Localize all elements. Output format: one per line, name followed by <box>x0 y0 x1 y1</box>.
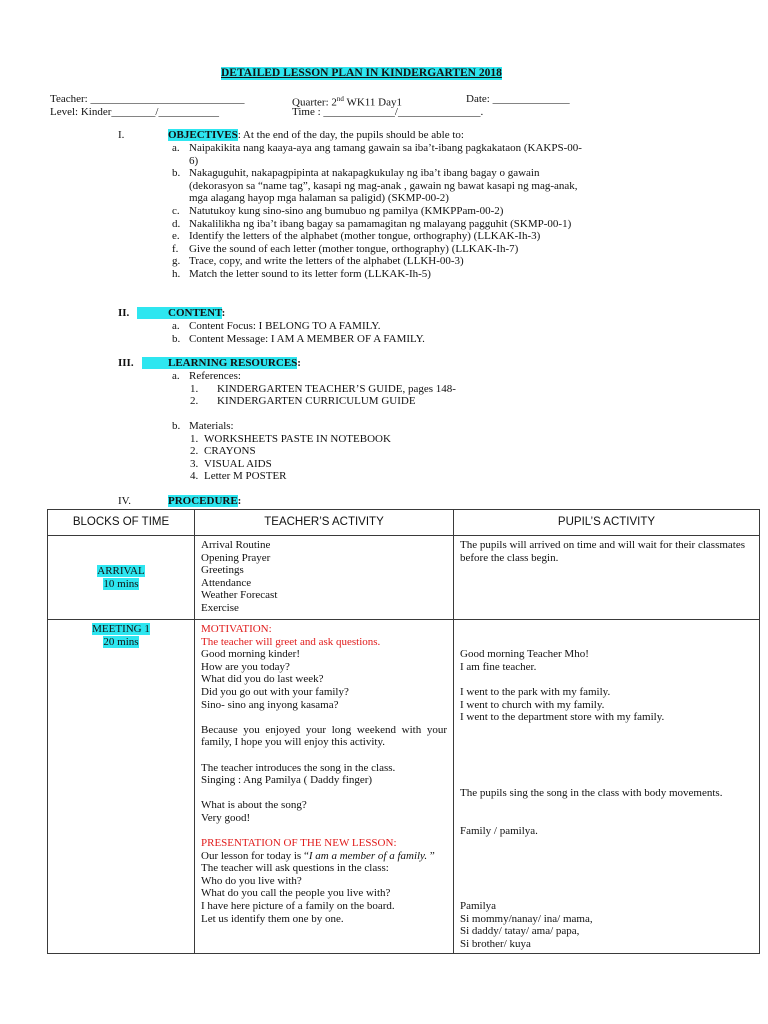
quarter-rest: WK11 Day1 <box>343 96 402 109</box>
list-item: The teacher introduces the song in the class. <box>201 761 396 774</box>
list-item <box>190 470 672 483</box>
spacer <box>201 711 447 724</box>
date-field <box>466 93 570 106</box>
content-list <box>172 320 672 345</box>
quarter-label: Quarter: 2 <box>292 96 337 109</box>
list-item: I went to the department store with my family. <box>460 711 665 724</box>
date-label: Date: <box>466 93 490 105</box>
time-field: Time : _____________/_______________. <box>292 106 484 118</box>
pupil-family-text: Family / pamilya. <box>460 824 538 837</box>
arrival-teacher-cell <box>195 536 454 620</box>
list-item: Attendance <box>201 576 252 589</box>
list-marker: c. <box>172 204 180 217</box>
list-item <box>172 255 682 268</box>
list-item: Pamilya <box>460 900 497 913</box>
resources-colon: : <box>297 357 301 369</box>
header-pupil-activity: PUPIL’S ACTIVITY <box>454 510 760 536</box>
list-item: Si mommy/nanay/ ina/ mama, <box>460 912 593 925</box>
list-item: How are you today? <box>201 660 290 673</box>
list-marker: a. <box>172 142 180 154</box>
content-numeral: II. <box>118 307 130 319</box>
list-marker: 1. <box>190 382 199 395</box>
table-header-row <box>48 510 760 536</box>
list-text: Natutukoy kung sino-sino ang bumubuo ng pamilya (KMKPPam-00-2) <box>189 204 504 217</box>
list-text: (dekorasyon sa “name tag”, kasapi ng mag-anak , gawain ng bawat kasapi ng mag-anak, <box>189 179 578 192</box>
list-item: What did you do last week? <box>201 673 324 686</box>
list-item <box>172 370 672 383</box>
resources-heading-line <box>142 357 301 370</box>
spacer <box>460 762 753 775</box>
list-text: Nakalilikha ng iba’t ibang bagay sa pamamagitan ng malayang pagguhit (SKMP-00-1) <box>189 217 572 230</box>
list-item <box>172 333 672 346</box>
list-item <box>172 218 682 231</box>
list-marker: 1. <box>190 432 199 445</box>
list-marker: a. <box>172 320 180 332</box>
spacer <box>201 749 447 762</box>
meeting-teacher-cell <box>195 620 454 954</box>
spacer <box>460 812 753 825</box>
list-marker: b. <box>172 332 181 345</box>
list-marker: f. <box>172 242 179 255</box>
objectives-intro: : At the end of the day, the pupils should be able to: <box>237 129 464 141</box>
list-marker: 4. <box>190 470 199 483</box>
table-row-arrival <box>48 536 760 620</box>
table-row-meeting <box>48 620 760 954</box>
list-text: Letter M POSTER <box>204 470 287 483</box>
meeting-block-cell <box>48 620 195 954</box>
list-item: I went to church with my family. <box>460 698 605 711</box>
list-marker: d. <box>172 217 181 230</box>
materials-block <box>172 420 672 483</box>
lesson-intro: Our lesson for today is “ <box>201 849 309 862</box>
meeting-name-text: MEETING 1 <box>92 623 150 635</box>
list-text: References: <box>189 370 241 382</box>
references-block <box>172 370 672 408</box>
list-text: Naipakikita nang kaaya-aya ang tamang gawain sa iba’t-ibang pagkakataon (KAKPS-00- <box>189 142 582 154</box>
list-item: Greetings <box>201 564 244 577</box>
level-field: Level: Kinder________/___________ <box>50 106 219 118</box>
meeting-pupil-cell <box>454 620 760 954</box>
list-text: Nakaguguhit, nakapagpipinta at nakapagkukulay ng iba’t ibang bagay o gawain <box>189 167 540 180</box>
spacer <box>460 875 753 888</box>
list-item <box>190 395 672 408</box>
list-item: Si brother/ kuya <box>460 937 531 950</box>
lesson-close: ” <box>427 849 435 862</box>
list-marker: 2. <box>190 395 199 408</box>
quarter-sup: nd <box>336 95 344 103</box>
date-blank: ______________ <box>492 93 570 105</box>
list-item <box>172 142 682 167</box>
list-marker: 2. <box>190 445 199 458</box>
list-item <box>190 445 672 458</box>
list-item: Good morning Teacher Mho! <box>460 648 589 661</box>
arrival-pupil-cell: The pupils will arrived on time and will wait for their classmates before the class begin. <box>454 536 760 620</box>
list-item: Exercise <box>201 601 239 614</box>
list-item: Good morning kinder! <box>201 648 300 661</box>
pupil-sing-text: The pupils sing the song in the class with body movements. <box>460 786 723 799</box>
list-item: Weather Forecast <box>201 589 278 602</box>
list-text: VISUAL AIDS <box>204 457 272 470</box>
list-item: Opening Prayer <box>201 551 271 564</box>
lesson-title: I am a member of a family. <box>308 849 428 862</box>
list-item <box>172 420 672 433</box>
lesson-statement <box>201 850 447 863</box>
objectives-numeral: I. <box>118 129 125 141</box>
spacer <box>460 799 753 812</box>
spacer <box>460 837 753 850</box>
list-item <box>190 433 672 446</box>
list-text: CRAYONS <box>204 445 256 458</box>
list-marker: a. <box>172 370 180 382</box>
list-item <box>190 458 672 471</box>
list-item: Singing : Ang Pamilya ( Daddy finger) <box>201 774 373 787</box>
materials-list <box>172 433 672 483</box>
motivation-subheading: The teacher will greet and ask questions. <box>201 635 381 648</box>
list-text: Match the letter sound to its letter form (LLKAK-Ih-5) <box>189 267 431 280</box>
document-title: DETAILED LESSON PLAN IN KINDERGARTEN 2018 <box>221 67 502 79</box>
spacer <box>460 887 753 900</box>
list-item <box>172 320 672 333</box>
list-text: 6) <box>189 154 199 167</box>
spacer <box>460 623 753 636</box>
spacer <box>201 787 447 800</box>
spacer <box>460 673 753 686</box>
objectives-heading-line <box>168 129 464 142</box>
list-item <box>172 167 682 205</box>
arrival-block-time <box>54 578 188 591</box>
spacer <box>460 862 753 875</box>
list-text: Trace, copy, and write the letters of the alphabet (LLKH-00-3) <box>189 255 464 268</box>
list-item: Let us identify them one by one. <box>201 912 344 925</box>
procedure-colon: : <box>237 495 242 507</box>
spacer <box>460 736 753 749</box>
objectives-list <box>172 142 682 281</box>
spacer <box>460 774 753 787</box>
spacer <box>460 850 753 863</box>
content-heading: CONTENT <box>137 307 222 319</box>
arrival-block-cell <box>48 536 195 620</box>
meeting-block-time <box>54 636 188 649</box>
header-blocks-of-time: BLOCKS OF TIME <box>48 510 195 536</box>
list-marker: 3. <box>190 457 199 470</box>
meeting-block-name <box>54 623 188 636</box>
list-item: I am fine teacher. <box>460 660 537 673</box>
list-item: Who do you live with? <box>201 874 302 887</box>
list-marker: e. <box>172 230 180 243</box>
list-item: Did you go out with your family? <box>201 685 349 698</box>
motivation-heading: MOTIVATION: <box>201 623 272 635</box>
arrival-block-name <box>54 565 188 578</box>
list-item: Arrival Routine <box>201 539 271 551</box>
list-marker: h. <box>172 267 181 280</box>
list-marker: b. <box>172 420 181 432</box>
list-text: Content Focus: I BELONG TO A FAMILY. <box>189 320 381 332</box>
list-text: Materials: <box>189 420 234 432</box>
spacer <box>201 825 447 838</box>
teacher-blank: ____________________________ <box>90 93 245 105</box>
procedure-table <box>47 509 760 954</box>
spacer <box>460 724 753 737</box>
list-item: What is about the song? <box>201 799 307 812</box>
list-item <box>172 243 682 256</box>
spacer <box>460 636 753 649</box>
procedure-heading: PROCEDURE <box>168 495 238 507</box>
procedure-heading-line <box>168 495 241 508</box>
list-text: KINDERGARTEN TEACHER’S GUIDE, pages 148- <box>217 382 456 395</box>
content-colon: : <box>221 307 226 319</box>
objectives-heading: OBJECTIVES <box>168 129 238 141</box>
list-item: Sino- sino ang inyong kasama? <box>201 698 339 711</box>
content-heading-line <box>137 307 225 320</box>
list-item: Si daddy/ tatay/ ama/ papa, <box>460 925 580 938</box>
list-marker: g. <box>172 255 181 268</box>
arrival-name-text: ARRIVAL <box>97 564 145 577</box>
list-item: The teacher will ask questions in the class: <box>201 862 389 875</box>
resources-numeral: III. <box>118 357 134 369</box>
list-text: mga alagang hayop mga halaman sa paligid) (SKMP-00-2) <box>189 192 449 205</box>
list-item <box>172 268 682 281</box>
procedure-numeral: IV. <box>118 495 131 507</box>
teacher-field <box>50 93 244 106</box>
list-item <box>172 230 682 243</box>
list-text: KINDERGARTEN CURRICULUM GUIDE <box>217 395 416 408</box>
references-list <box>172 383 672 408</box>
list-text: Content Message: I AM A MEMBER OF A FAMILY. <box>189 332 425 345</box>
list-item <box>172 205 682 218</box>
presentation-heading: PRESENTATION OF THE NEW LESSON: <box>201 837 397 850</box>
list-item: I have here picture of a family on the board. <box>201 900 395 913</box>
header-teacher-activity: TEACHER’S ACTIVITY <box>195 510 454 536</box>
teacher-label: Teacher: <box>50 93 88 105</box>
meeting-time-text: 20 mins <box>103 635 139 648</box>
list-text: Identify the letters of the alphabet (mother tongue, orthography) (LLKAK-Ih-3) <box>189 230 541 243</box>
arrival-time-text: 10 mins <box>103 577 139 590</box>
spacer <box>460 749 753 762</box>
list-item: I went to the park with my family. <box>460 685 611 698</box>
weekend-paragraph: Because you enjoyed your long weekend with your family, I hope you will enjoy this activity. <box>201 723 447 749</box>
list-marker: b. <box>172 167 181 180</box>
list-text: Give the sound of each letter (mother tongue, orthography) (LLKAK-Ih-7) <box>189 242 519 255</box>
list-item: What do you call the people you live with? <box>201 887 391 900</box>
list-item: Very good! <box>201 811 251 824</box>
list-text: WORKSHEETS PASTE IN NOTEBOOK <box>204 432 391 445</box>
list-item <box>190 383 672 396</box>
resources-heading: LEARNING RESOURCES <box>142 357 297 369</box>
